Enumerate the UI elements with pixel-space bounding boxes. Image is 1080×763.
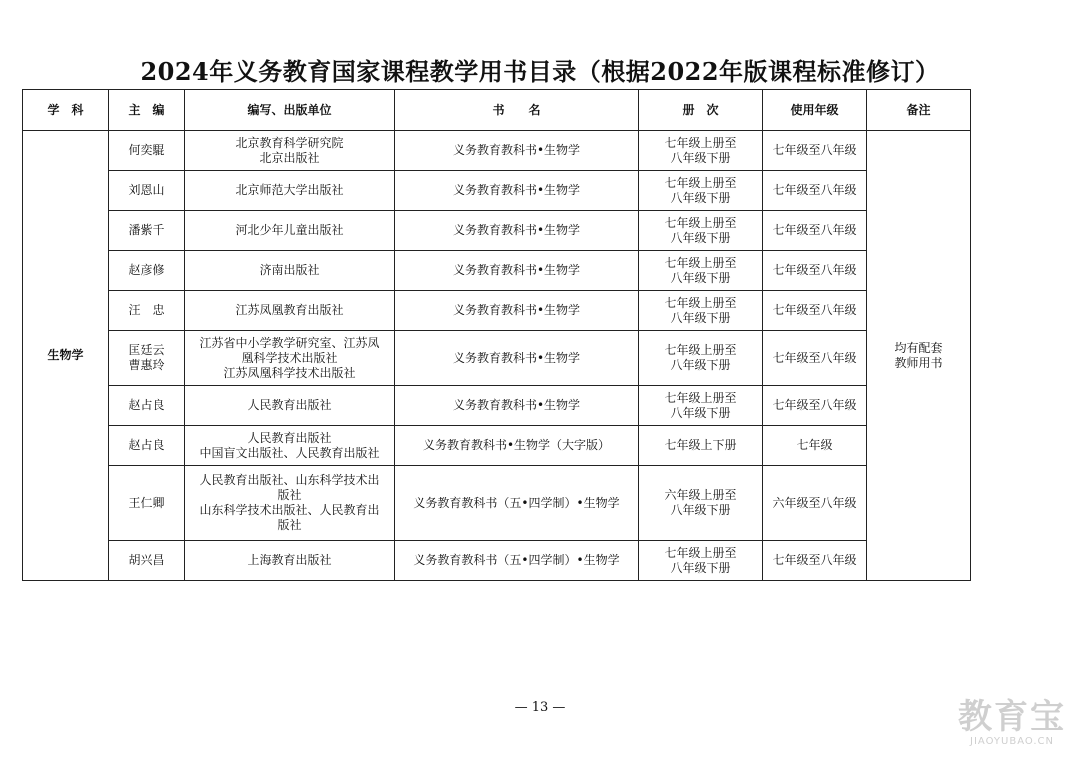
header-subject: 学 科 xyxy=(23,90,109,131)
grade-cell: 七年级至八年级 xyxy=(763,171,867,211)
publisher-cell: 江苏省中小学教学研究室、江苏凤 凰科学技术出版社 江苏凤凰科学技术出版社 xyxy=(185,331,395,386)
publisher-cell: 人民教育出版社 xyxy=(185,386,395,426)
editor-cell: 王仁卿 xyxy=(109,466,185,541)
watermark-text: 教育宝 xyxy=(958,697,1066,737)
header-publisher: 编写、出版单位 xyxy=(185,90,395,131)
editor-cell: 刘恩山 xyxy=(109,171,185,211)
book-title-cell: 义务教育教科书•生物学 xyxy=(395,131,639,171)
watermark-logo xyxy=(958,698,1066,747)
subject-cell: 生物学 xyxy=(23,131,109,581)
header-grade: 使用年级 xyxy=(763,90,867,131)
book-title-cell: 义务教育教科书•生物学 xyxy=(395,291,639,331)
grade-cell: 七年级至八年级 xyxy=(763,331,867,386)
book-title-cell: 义务教育教科书•生物学 xyxy=(395,171,639,211)
table-row xyxy=(23,171,971,211)
header-volume: 册 次 xyxy=(639,90,763,131)
publisher-cell: 江苏凤凰教育出版社 xyxy=(185,291,395,331)
document-title: 2024年义务教育国家课程教学用书目录（根据2022年版课程标准修订） xyxy=(140,57,940,86)
editor-cell: 匡廷云 曹惠玲 xyxy=(109,331,185,386)
grade-cell: 七年级 xyxy=(763,426,867,466)
header-note: 备注 xyxy=(867,90,971,131)
publisher-cell: 济南出版社 xyxy=(185,251,395,291)
volume-cell: 七年级上册至 八年级下册 xyxy=(639,171,763,211)
table-row xyxy=(23,426,971,466)
volume-cell: 七年级上册至 八年级下册 xyxy=(639,211,763,251)
header-editor: 主 编 xyxy=(109,90,185,131)
volume-cell: 七年级上册至 八年级下册 xyxy=(639,291,763,331)
book-title-cell: 义务教育教科书•生物学 xyxy=(395,251,639,291)
table-row xyxy=(23,291,971,331)
volume-cell: 七年级上册至 八年级下册 xyxy=(639,386,763,426)
book-title-cell: 义务教育教科书•生物学 xyxy=(395,386,639,426)
grade-cell: 七年级至八年级 xyxy=(763,211,867,251)
book-title-cell: 义务教育教科书（五•四学制）•生物学 xyxy=(395,541,639,581)
publisher-cell: 人民教育出版社 中国盲文出版社、人民教育出版社 xyxy=(185,426,395,466)
editor-cell: 胡兴昌 xyxy=(109,541,185,581)
book-title-cell: 义务教育教科书（五•四学制）•生物学 xyxy=(395,466,639,541)
table-header-row xyxy=(23,90,971,131)
book-title-cell: 义务教育教科书•生物学 xyxy=(395,211,639,251)
table-row xyxy=(23,331,971,386)
editor-cell: 赵占良 xyxy=(109,426,185,466)
editor-cell: 汪 忠 xyxy=(109,291,185,331)
grade-cell: 七年级至八年级 xyxy=(763,251,867,291)
note-cell: 均有配套 教师用书 xyxy=(867,131,971,581)
editor-cell: 赵彦修 xyxy=(109,251,185,291)
header-book-title: 书 名 xyxy=(395,90,639,131)
grade-cell: 七年级至八年级 xyxy=(763,131,867,171)
publisher-cell: 北京师范大学出版社 xyxy=(185,171,395,211)
volume-cell: 七年级上册至 八年级下册 xyxy=(639,131,763,171)
grade-cell: 七年级至八年级 xyxy=(763,541,867,581)
volume-cell: 六年级上册至 八年级下册 xyxy=(639,466,763,541)
watermark-url: JIAOYUBAO.CN xyxy=(970,736,1054,747)
volume-cell: 七年级上册至 八年级下册 xyxy=(639,541,763,581)
editor-cell: 潘紫千 xyxy=(109,211,185,251)
table-row xyxy=(23,131,971,171)
table-row xyxy=(23,251,971,291)
publisher-cell: 人民教育出版社、山东科学技术出 版社 山东科学技术出版社、人民教育出 版社 xyxy=(185,466,395,541)
table-row xyxy=(23,386,971,426)
publisher-cell: 河北少年儿童出版社 xyxy=(185,211,395,251)
editor-cell: 何奕騉 xyxy=(109,131,185,171)
table-row xyxy=(23,211,971,251)
book-title-cell: 义务教育教科书•生物学 xyxy=(395,331,639,386)
volume-cell: 七年级上下册 xyxy=(639,426,763,466)
page-number: — 13 — xyxy=(514,700,566,715)
editor-cell: 赵占良 xyxy=(109,386,185,426)
volume-cell: 七年级上册至 八年级下册 xyxy=(639,251,763,291)
publisher-cell: 上海教育出版社 xyxy=(185,541,395,581)
grade-cell: 六年级至八年级 xyxy=(763,466,867,541)
publisher-cell: 北京教育科学研究院 北京出版社 xyxy=(185,131,395,171)
book-title-cell: 义务教育教科书•生物学（大字版） xyxy=(395,426,639,466)
volume-cell: 七年级上册至 八年级下册 xyxy=(639,331,763,386)
textbook-catalog-table xyxy=(22,89,971,581)
grade-cell: 七年级至八年级 xyxy=(763,291,867,331)
table-row xyxy=(23,466,971,541)
table-row xyxy=(23,541,971,581)
grade-cell: 七年级至八年级 xyxy=(763,386,867,426)
